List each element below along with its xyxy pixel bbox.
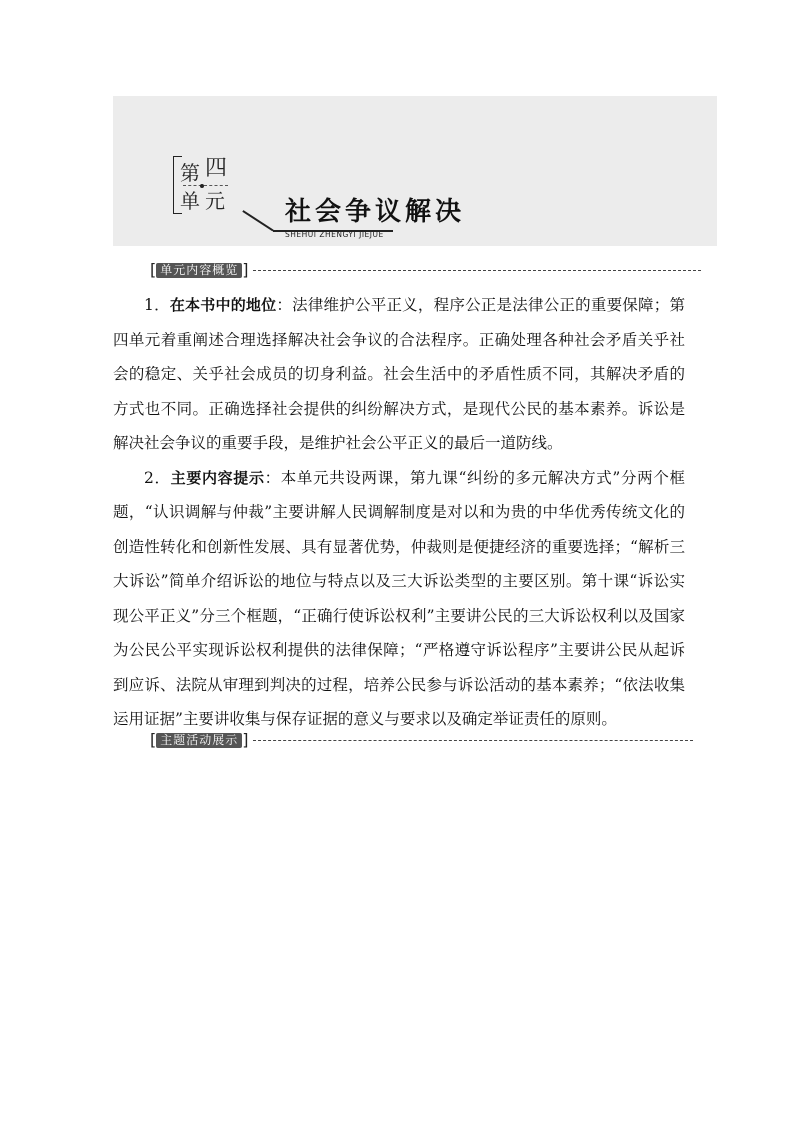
dashed-rule [253,740,693,741]
emblem-dash [183,185,228,186]
dashed-rule [253,270,701,271]
paragraph-2-lead: 主要内容提示 [170,468,265,487]
paragraph-1-text: ：法律维护公平正义，程序公正是法律公正的重要保障；第四单元着重阐述合理选择解决社会争议的合法程序。正确处理各种社会矛盾关乎社会的稳定、关乎社会成员的切身利益。社会生活中的矛盾性质不同，其解决矛盾的方式也不同。正确选择社会提供的纠纷解决方式，是现代公民的基本素养。诉讼是解决社会争议的重要手段，是维护社会公平正义的最后一道防线。 [113,296,685,452]
paragraph-2: 2．主要内容提示：本单元共设两课，第九课“纠纷的多元解决方式”分两个框题，“认识调解与仲裁”主要讲解人民调解制度是对以和为贵的中华优秀传统文化的创造性转化和创新性发展、具有显著优势，仲裁则是便捷经济的重要选择；“解析三大诉讼”简单介绍诉讼的地位与特点以及三大诉讼类型的主要区别。第十课“诉讼实现公平正义”分三个框题，“正确行使诉讼权利”主要讲公民的三大诉讼权利以及国家为公民公平实现诉讼权利提供的法律保障；“严格遵守诉讼程序”主要讲公民从起诉到应诉、法院从审理到判决的过程，培养公民参与诉讼活动的基本素养；“依法收集运用证据”主要讲收集与保存证据的意义与要求以及确定举证责任的原则。 [113,468,685,728]
unit-char-yuan: 元 [205,189,225,213]
unit-title: 社会争议解决 [285,197,466,227]
paragraph-2-text: ：本单元共设两课，第九课“纠纷的多元解决方式”分两个框题，“认识调解与仲裁”主要讲解人民调解制度是对以和为贵的中华优秀传统文化的创造性转化和创新性发展、具有显著优势，仲裁则是便捷经济的重要选择；“解析三大诉讼”简单介绍诉讼的地位与特点以及三大诉讼类型的主要区别。第十课“诉讼实现公平正义”分三个框题，“正确行使诉讼权利”主要讲公民的三大诉讼权利以及国家为公民公平实现诉讼权利提供的法律保障；“严格遵守诉讼程序”主要讲公民从起诉到应诉、法院从审理到判决的过程，培养公民参与诉讼活动的基本素养；“依法收集运用证据”主要讲收集与保存证据的意义与要求以及确定举证责任的原则。 [113,468,685,728]
unit-number-emblem [173,154,245,216]
section-label-activity: [ 主题活动展示 ] [150,730,693,750]
paragraph-1-lead: 在本书中的地位 [169,296,277,314]
unit-char-si: 四 [205,156,228,181]
section-tag-overview: 单元内容概览 [156,263,242,278]
unit-title-pinyin: SHEHUI ZHENGYI JIEJUE [285,230,384,239]
section-label-overview: [ 单元内容概览 ] [150,260,701,280]
section-tag-activity: 主题活动展示 [156,733,242,748]
paragraph-1: 1．在本书中的地位：法律维护公平正义，程序公正是法律公正的重要保障；第四单元着重阐述合理选择解决社会争议的合法程序。正确处理各种社会矛盾关乎社会的稳定、关乎社会成员的切身利益。社会生活中的矛盾性质不同，其解决矛盾的方式也不同。正确选择社会提供的纠纷解决方式，是现代公民的基本素养。诉讼是解决社会争议的重要手段，是维护社会公平正义的最后一道防线。 [113,296,685,452]
unit-char-dan: 单 [180,189,200,213]
overview-body [113,288,685,737]
emblem-dot [200,184,204,188]
header-band [113,96,717,246]
unit-char-di: 第 [180,161,200,185]
decorative-diagonal-line [243,210,274,231]
